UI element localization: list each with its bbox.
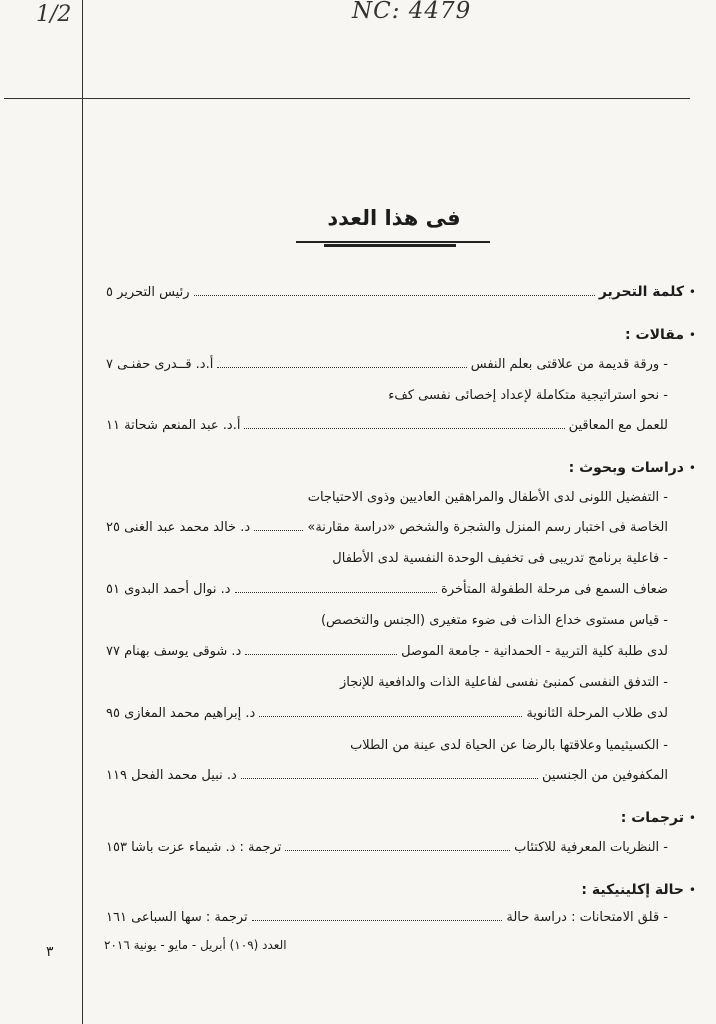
toc-entry[interactable]: - قلق الامتحانات : دراسة حالة ترجمة : سها السباعى ١٦١ xyxy=(106,910,668,925)
section-title: حالة إكلينيكية : xyxy=(581,882,684,898)
section-title: ترجمات : xyxy=(620,810,684,826)
section-articles xyxy=(100,327,696,353)
toc-entry-line2[interactable] xyxy=(100,768,696,794)
entry-author-page: ترجمة : د. شيماء عزت باشا ١٥٣ xyxy=(106,840,282,855)
section-translations xyxy=(100,810,696,836)
entry-title: ورقة قديمة من علاقتى بعلم النفس xyxy=(470,357,660,372)
bullet-icon: • xyxy=(688,285,696,299)
issue-footer: العدد (١٠٩) أبريل - مايو - يونية ٢٠١٦ xyxy=(104,938,287,952)
entry-author-page: د. شوقى يوسف بهنام ٧٧ xyxy=(106,644,242,659)
entry-author-page: ترجمة : سها السباعى ١٦١ xyxy=(106,910,248,925)
entry-author-page: د. نوال أحمد البدوى ٥١ xyxy=(106,582,231,597)
leader-dots xyxy=(244,419,564,429)
page-title: فى هذا العدد xyxy=(327,206,461,230)
entry-author-page: أ.د. قــدرى حفنـى ٧ xyxy=(106,357,214,372)
section-studies xyxy=(100,460,696,486)
entry-title-cont: ضعاف السمع فى مرحلة الطفولة المتأخرة xyxy=(441,582,668,597)
entry-author-page: أ.د. عبد المنعم شحاتة ١١ xyxy=(106,418,241,433)
toc-entry-line1[interactable]: - التفضيل اللونى لدى الأطفال والمراهقين العاديين وذوى الاحتياجات xyxy=(307,490,668,505)
entry-title-cont: الخاصة فى اختبار رسم المنزل والشجرة والشخص «دراسة مقارنة» xyxy=(307,520,668,535)
entry-title-cont: لدى طلاب المرحلة الثانوية xyxy=(526,706,668,721)
toc-entry-line1[interactable]: - التدفق النفسى كمنبئ نفسى لفاعلية الذات والدافعية للإنجاز xyxy=(340,675,668,690)
section-title: كلمة التحرير xyxy=(598,284,684,300)
entry-title-cont: للعمل مع المعاقين xyxy=(568,418,668,433)
title-underline-thick xyxy=(324,244,456,247)
margin-rule xyxy=(82,0,83,1024)
leader-dots xyxy=(241,769,538,779)
section-editorial[interactable] xyxy=(100,284,696,310)
entry-author-page: د. نبيل محمد الفحل ١١٩ xyxy=(106,768,237,783)
leader-dots xyxy=(235,583,437,593)
bullet-icon: • xyxy=(688,328,696,342)
toc-entry[interactable]: - ورقة قديمة من علاقتى بعلم النفس أ.د. قــدرى حفنـى ٧ xyxy=(106,357,668,372)
entry-title: الكسيثيميا وعلاقتها بالرضا عن الحياة لدى عينة من الطلاب xyxy=(350,738,660,753)
entry-title-cont: المكفوفين من الجنسين xyxy=(541,768,668,783)
entry-title: النظريات المعرفية للاكتئاب xyxy=(514,840,660,855)
top-rule xyxy=(4,98,690,99)
toc-entry-line1[interactable]: - قياس مستوى خداع الذات فى ضوء متغيرى (الجنس والتخصص) xyxy=(320,613,668,628)
section-clinical xyxy=(100,882,696,908)
entry-author-page: رئيس التحرير ٥ xyxy=(106,285,190,300)
toc-entry-line2[interactable] xyxy=(100,520,696,546)
toc-entry-line1[interactable]: - فاعلية برنامج تدريبى فى تخفيف الوحدة النفسية لدى الأطفال xyxy=(332,551,668,566)
entry-title: التدفق النفسى كمنبئ نفسى لفاعلية الذات والدافعية للإنجاز xyxy=(340,675,660,690)
section-title: مقالات : xyxy=(625,327,684,343)
handwritten-page-mark: 1/2 xyxy=(36,2,72,27)
toc-entry-line2[interactable] xyxy=(100,644,696,670)
bullet-icon: • xyxy=(688,811,696,825)
bullet-icon: • xyxy=(688,461,696,475)
leader-dots xyxy=(245,645,397,655)
entry-title: قلق الامتحانات : دراسة حالة xyxy=(506,910,660,925)
toc-entry-line2[interactable] xyxy=(100,706,696,732)
bullet-icon: • xyxy=(688,883,696,897)
leader-dots xyxy=(217,358,466,368)
entry-title: نحو استراتيجية متكاملة لإعداد إخصائى نفسى كفء xyxy=(388,388,660,403)
toc-entry-line1[interactable]: - الكسيثيميا وعلاقتها بالرضا عن الحياة لدى عينة من الطلاب xyxy=(350,738,668,753)
toc-entry[interactable]: - النظريات المعرفية للاكتئاب ترجمة : د. شيماء عزت باشا ١٥٣ xyxy=(106,840,668,855)
toc-entry-line1[interactable]: - نحو استراتيجية متكاملة لإعداد إخصائى نفسى كفء xyxy=(388,388,668,403)
handwritten-catalog-number: NC: 4479 xyxy=(352,0,472,24)
entry-author-page: د. خالد محمد عبد الغنى ٢٥ xyxy=(106,520,251,535)
entry-title: قياس مستوى خداع الذات فى ضوء متغيرى (الجنس والتخصص) xyxy=(320,613,660,628)
leader-dots xyxy=(194,286,595,296)
title-underline xyxy=(296,241,490,243)
page-number: ٣ xyxy=(46,944,54,960)
leader-dots xyxy=(285,841,510,851)
section-title: دراسات وبحوث : xyxy=(568,460,684,476)
leader-dots xyxy=(254,521,303,531)
entry-title: التفضيل اللونى لدى الأطفال والمراهقين العاديين وذوى الاحتياجات xyxy=(307,490,660,505)
entry-author-page: د. إبراهيم محمد المغازى ٩٥ xyxy=(106,706,256,721)
entry-title: فاعلية برنامج تدريبى فى تخفيف الوحدة النفسية لدى الأطفال xyxy=(332,551,660,566)
leader-dots xyxy=(259,707,522,717)
entry-title-cont: لدى طلبة كلية التربية - الحمدانية - جامعة الموصل xyxy=(401,644,668,659)
toc-entry-line2[interactable] xyxy=(100,582,696,608)
toc-entry-line2[interactable] xyxy=(100,418,696,444)
leader-dots xyxy=(252,911,503,921)
